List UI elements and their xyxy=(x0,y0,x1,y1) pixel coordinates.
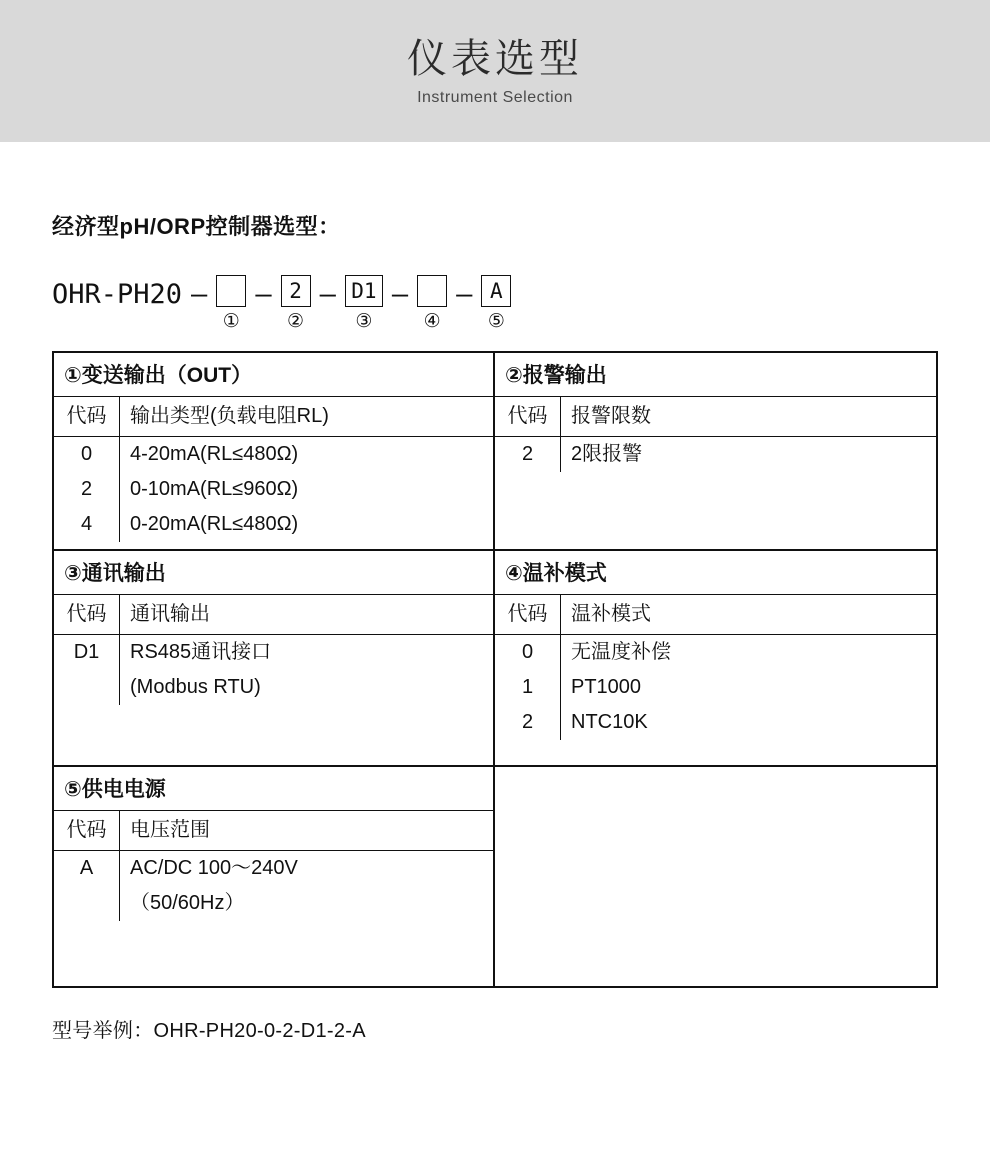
table-block-1 xyxy=(54,353,936,551)
model-prefix: OHR-PH20 xyxy=(52,279,183,310)
row-code: 0 xyxy=(54,437,120,472)
table-row xyxy=(495,670,936,705)
segment-marker-3: ③ xyxy=(355,311,373,332)
header-desc: 电压范围 xyxy=(130,819,210,841)
row-desc: 0-20mA(RL≤480Ω) xyxy=(130,513,299,535)
pane-title: ⑤供电电源 xyxy=(54,767,493,811)
pane-title: ②报警输出 xyxy=(495,353,936,397)
pane-body xyxy=(495,811,936,986)
pane-title xyxy=(495,767,936,811)
table-rows xyxy=(495,635,936,746)
model-segment-5 xyxy=(481,275,511,331)
table-row xyxy=(54,851,493,886)
dash-cell-4 xyxy=(383,275,417,339)
banner-subtitle: Instrument Selection xyxy=(417,89,573,106)
content-area xyxy=(0,210,990,1043)
pane-body xyxy=(495,397,936,549)
table-row xyxy=(54,437,493,472)
segment-marker-4: ④ xyxy=(423,311,441,332)
table-row xyxy=(495,437,936,472)
section-title: 经济型pH/ORP控制器选型： xyxy=(52,214,341,239)
header-desc: 温补模式 xyxy=(571,603,651,625)
pane-temp-compensation xyxy=(495,551,936,765)
pane-title: ①变送输出（OUT） xyxy=(54,353,493,397)
pane-alarm-output xyxy=(495,353,936,549)
pane-transmit-output xyxy=(54,353,495,549)
row-code: 2 xyxy=(54,472,120,507)
dash-1: — xyxy=(191,279,208,310)
banner-title: 仪表选型 xyxy=(407,37,583,81)
row-code xyxy=(54,670,120,705)
header-code: 代码 xyxy=(54,811,120,850)
table-row xyxy=(54,507,493,542)
dash-5: — xyxy=(456,279,473,310)
pane-title: ③通讯输出 xyxy=(54,551,493,595)
row-code: 0 xyxy=(495,635,561,670)
row-desc: 0-10mA(RL≤960Ω) xyxy=(130,478,299,500)
header-desc: 输出类型(负载电阻RL) xyxy=(130,405,329,427)
table-row xyxy=(495,705,936,740)
table-block-3 xyxy=(54,767,936,988)
model-segment-1 xyxy=(216,275,246,331)
table-header-row xyxy=(54,811,493,851)
row-desc: (Modbus RTU) xyxy=(130,676,261,698)
pane-body xyxy=(495,595,936,765)
pane-power-supply xyxy=(54,767,495,986)
model-segment-4 xyxy=(417,275,447,331)
table-header-row xyxy=(54,595,493,635)
dash-cell-2 xyxy=(246,275,280,339)
header-desc: 通讯输出 xyxy=(130,603,210,625)
header-code: 代码 xyxy=(54,595,120,634)
segment-marker-1: ① xyxy=(222,311,240,332)
row-desc: （50/60Hz） xyxy=(130,892,245,914)
row-desc: 4-20mA(RL≤480Ω) xyxy=(130,443,299,465)
segment-box-1[interactable] xyxy=(216,275,246,307)
table-rows xyxy=(54,437,493,548)
dash-cell-1 xyxy=(182,275,216,339)
header-code: 代码 xyxy=(54,397,120,436)
segment-marker-2: ② xyxy=(287,311,305,332)
table-header-row xyxy=(54,397,493,437)
row-code: 2 xyxy=(495,437,561,472)
model-segment-2 xyxy=(281,275,311,331)
segment-box-2[interactable]: 2 xyxy=(281,275,311,307)
row-code: 1 xyxy=(495,670,561,705)
pane-body xyxy=(54,397,493,549)
row-code: A xyxy=(54,851,120,886)
table-row xyxy=(54,472,493,507)
table-row xyxy=(54,886,493,921)
segment-box-3[interactable]: D1 xyxy=(345,275,383,307)
row-desc: AC/DC 100～240V xyxy=(130,857,298,879)
table-rows xyxy=(495,437,936,478)
pane-title: ④温补模式 xyxy=(495,551,936,595)
row-code: 2 xyxy=(495,705,561,740)
header-code: 代码 xyxy=(495,397,561,436)
row-desc: 2限报警 xyxy=(571,443,643,465)
table-row xyxy=(495,635,936,670)
pane-body xyxy=(54,595,493,765)
row-desc: NTC10K xyxy=(571,711,648,733)
page-banner xyxy=(0,0,990,142)
table-row xyxy=(54,635,493,670)
row-desc: 无温度补偿 xyxy=(571,641,671,663)
row-desc: RS485通讯接口 xyxy=(130,641,272,663)
table-block-2 xyxy=(54,551,936,767)
row-code: 4 xyxy=(54,507,120,542)
header-desc: 报警限数 xyxy=(571,405,651,427)
row-code: D1 xyxy=(54,635,120,670)
pane-communication-output xyxy=(54,551,495,765)
pane-empty xyxy=(495,767,936,986)
model-segment-3 xyxy=(345,275,383,331)
model-code-line xyxy=(52,275,938,339)
dash-2: — xyxy=(255,279,272,310)
segment-marker-5: ⑤ xyxy=(487,311,505,332)
table-row xyxy=(54,670,493,705)
header-code: 代码 xyxy=(495,595,561,634)
segment-box-4[interactable] xyxy=(417,275,447,307)
row-code xyxy=(54,886,120,921)
table-rows xyxy=(54,851,493,927)
dash-3: — xyxy=(319,279,336,310)
dash-cell-5 xyxy=(447,275,481,339)
dash-cell-3 xyxy=(311,275,345,339)
model-example: 型号举例：OHR-PH20-0-2-D1-2-A xyxy=(52,1020,366,1042)
table-rows xyxy=(54,635,493,711)
selection-table xyxy=(52,351,938,988)
row-desc: PT1000 xyxy=(571,676,642,698)
model-prefix-wrap xyxy=(52,275,182,339)
pane-body xyxy=(54,811,493,986)
dash-4: — xyxy=(391,279,409,310)
table-header-row xyxy=(495,397,936,437)
segment-box-5[interactable]: A xyxy=(481,275,511,307)
table-header-row xyxy=(495,595,936,635)
